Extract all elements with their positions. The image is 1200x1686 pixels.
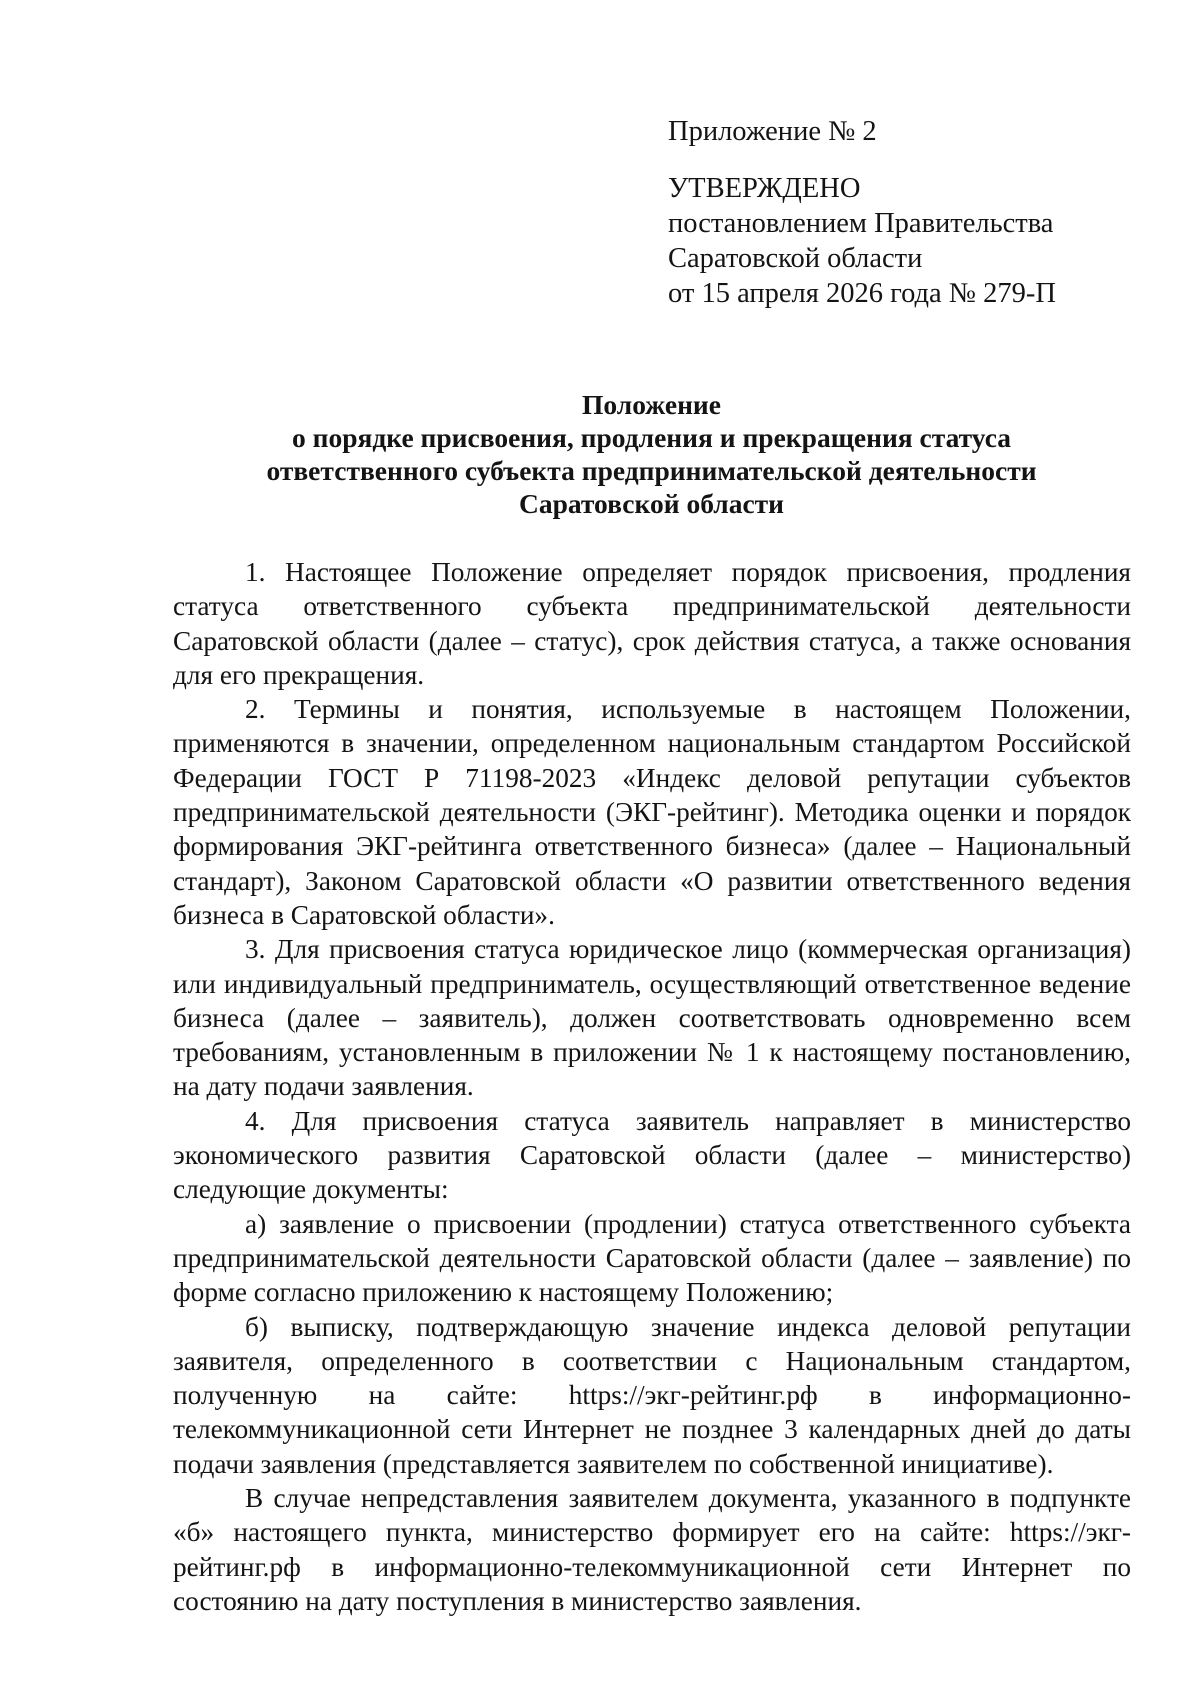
paragraph-4b: б) выписку, подтверждающую значение индекса деловой репутации заявителя, определенного в соответствии с Национальным стандартом, полученную на сайте: https://экг-рейтинг.рф в информационно-телекоммуникационной сети Интернет не позднее 3 календарных дней до даты подачи заявления (представляется заявителем по собственной инициативе). (173, 1311, 1131, 1479)
paragraph-1: 1. Настоящее Положение определяет порядок присвоения, продления статуса ответственного субъекта предпринимательской деятельности Саратовской области (далее – статус), срок действия статуса, а также основания для его прекращения. (173, 557, 1131, 690)
paragraph-4-note: В случае непредставления заявителем документа, указанного в подпункте «б» настоящего пункта, министерство формирует его на сайте: https://экг-рейтинг.рф в информационно-телекоммуникационной сети Интернет по состоянию на дату поступления в министерство заявления. (173, 1483, 1131, 1616)
paragraph-4a: а) заявление о присвоении (продлении) статуса ответственного субъекта предпринимательской деятельности Саратовской области (далее – заявление) по форме согласно приложению к настоящему Положению; (173, 1208, 1131, 1308)
approved-by-line: постановлением Правительства (668, 208, 1054, 239)
paragraph-3: 3. Для присвоения статуса юридическое лицо (коммерческая организация) или индивидуальный предприниматель, осуществляющий ответственное ведение бизнеса (далее – заявитель), должен соответствовать одновременно всем требованиям, установленным в приложении № 1 к настоящему постановлению, на дату подачи заявления. (173, 934, 1131, 1102)
appendix-label: Приложение № 2 (668, 116, 877, 147)
title-line: о порядке присвоения, продления и прекращения статуса (291, 422, 1011, 453)
approved-heading: УТВЕРЖДЕНО (668, 173, 861, 204)
approval-block (668, 114, 1168, 311)
approved-date-line: от 15 апреля 2026 года № 279-П (668, 278, 1056, 309)
title-line: Саратовской области (518, 488, 785, 519)
paragraph-4: 4. Для присвоения статуса заявитель направляет в министерство экономического развития Саратовской области (далее – министерство) следующие документы: (173, 1105, 1131, 1205)
document-title (170, 388, 1133, 520)
document-body (173, 555, 1131, 1618)
title-line: Положение (582, 389, 721, 420)
title-line: ответственного субъекта предпринимательской деятельности (266, 455, 1037, 486)
paragraph-2: 2. Термины и понятия, используемые в настоящем Положении, применяются в значении, определенном национальным стандартом Российской Федерации ГОСТ Р 71198-2023 «Индекс деловой репутации субъектов предпринимательской деятельности (ЭКГ-рейтинг). Методика оценки и порядок формирования ЭКГ-рейтинга ответственного бизнеса» (далее – Национальный стандарт), Законом Саратовской области «О развитии ответственного ведения бизнеса в Саратовской области». (173, 694, 1131, 930)
approved-region-line: Саратовской области (668, 243, 923, 274)
